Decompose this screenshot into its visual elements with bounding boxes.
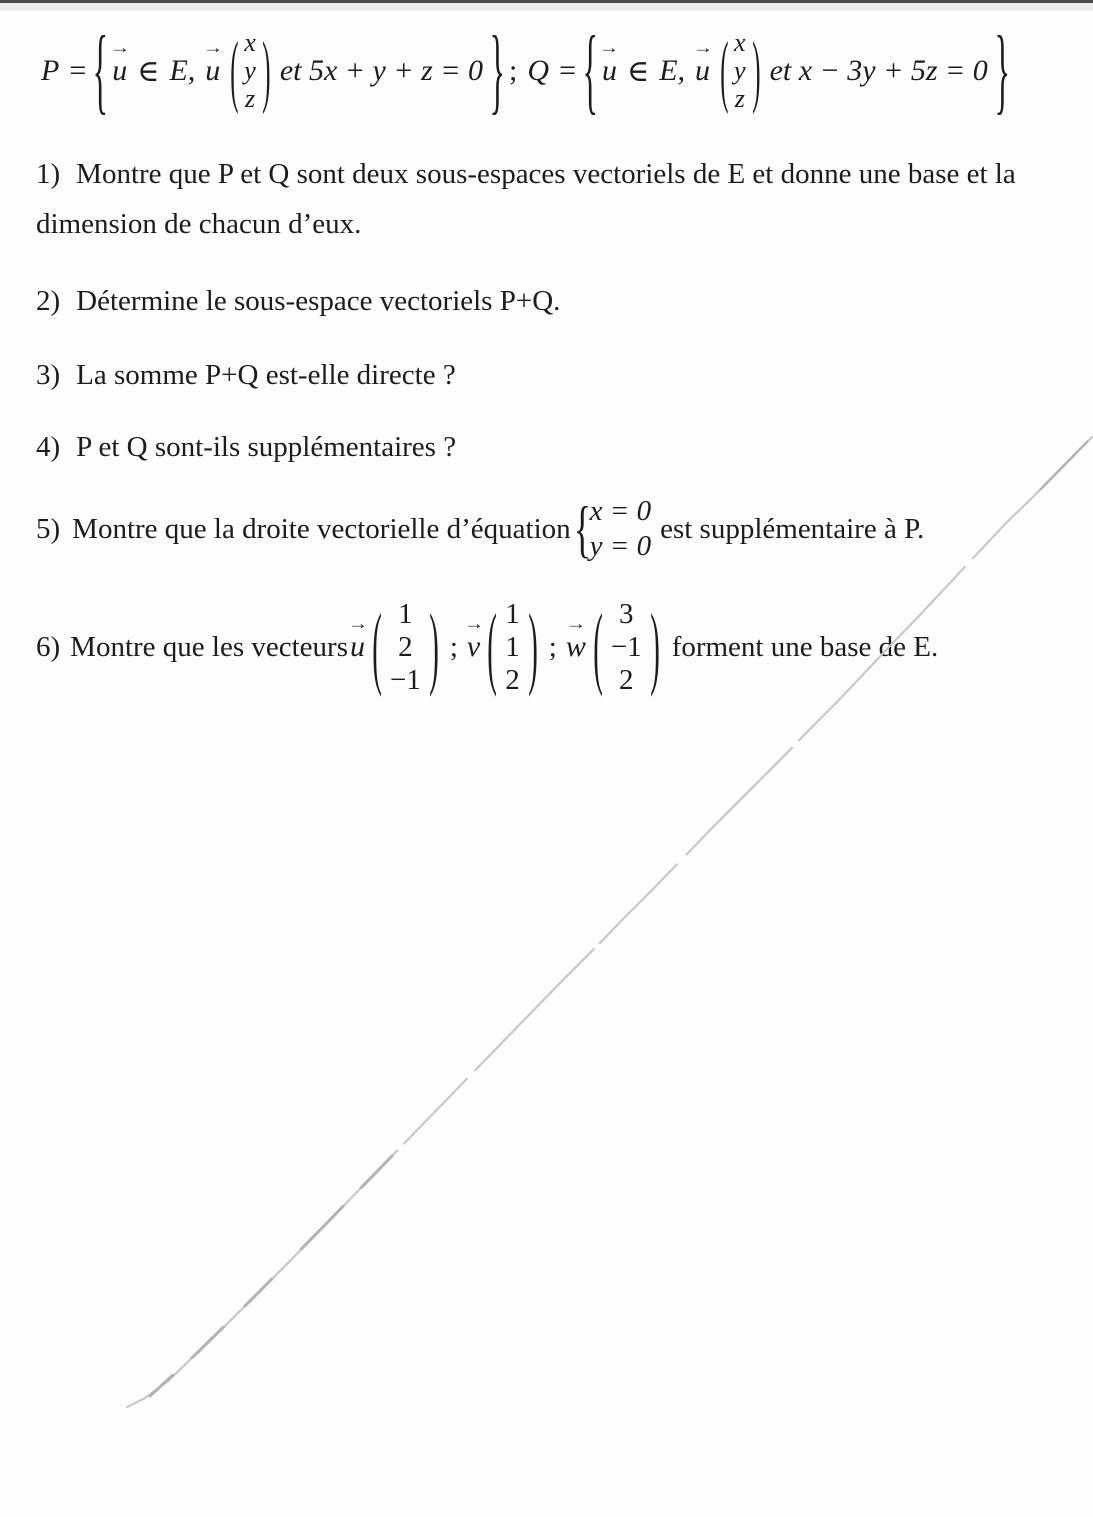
vector-u: → u [347,614,368,663]
question-2 [0,281,1093,321]
close-brace: } [489,15,506,124]
vector-u: → u [599,38,620,87]
component-y: y [734,56,746,85]
component: −1 [610,630,642,663]
open-brace: { [92,15,109,124]
question-number: 2) [36,285,61,317]
vector-u-group [347,594,441,698]
component: 2 [398,630,413,663]
question-text: P et Q sont-ils supplémentaires ? [76,431,457,463]
question-1-line-2: dimension de chacun d’eux. [36,208,362,240]
component: 1 [505,597,520,630]
vector-u: → u [109,38,130,87]
question-number: 3) [36,359,61,391]
close-paren: ) [751,25,761,115]
question-text-after: forment une base de E. [671,630,939,663]
question-text-before: Montre que la droite vectorielle d’équation [72,512,571,545]
open-paren: ( [487,594,498,698]
space-ref: E, [659,54,686,87]
question-text: La somme P+Q est-elle directe ? [76,359,456,391]
question-number: 1) [36,158,61,190]
vector-arrow-icon: → [202,38,223,57]
vector-arrow-icon: → [109,38,130,57]
in-symbol: ∈ [137,54,160,88]
close-brace: } [994,15,1010,124]
question-number: 6) [36,630,61,663]
condition-q: et x − 3y + 5z = 0 [769,54,988,87]
component-x: x [734,28,746,57]
condition-p: et 5x + y + z = 0 [279,54,484,87]
question-text: Montre que P et Q sont deux sous-espaces vectoriels de E et donne une base et la [76,158,1016,190]
in-symbol: ∈ [626,54,650,88]
component-y: y [244,56,256,85]
equals-sign: = [69,54,87,87]
vector-arrow-icon: → [565,614,587,633]
set-q-name: Q [527,54,550,87]
question-text: Détermine le sous-espace vectoriels P+Q. [76,285,561,317]
vector-u: → u [202,38,223,87]
component: −1 [390,663,421,696]
component: 2 [505,663,520,696]
close-paren: ) [262,25,271,115]
equation-system [573,494,651,564]
open-paren: ( [720,25,729,115]
question-number: 5) [36,512,61,545]
component-z: z [734,84,745,113]
vector-arrow-icon: → [463,614,484,633]
separator-semicolon: ; [509,54,518,87]
system-equation-2: y = 0 [589,530,652,562]
open-paren: ( [593,594,603,698]
system-brace: { [573,492,591,565]
component: 1 [505,630,520,663]
system-equation-1: x = 0 [589,495,652,527]
question-4 [0,427,1093,467]
close-paren: ) [649,594,660,698]
question-number: 4) [36,431,61,463]
question-6 [0,592,1093,702]
set-p-name: P [41,54,60,87]
close-paren: ) [429,594,439,698]
column-vector-xyz [228,25,272,115]
question-5 [0,491,1093,567]
separator-semicolon: ; [449,630,458,663]
space-ref: E, [169,54,196,87]
vector-w: → w [565,614,587,663]
question-1-line-1 [36,149,1093,199]
separator-semicolon: ; [548,630,557,663]
close-paren: ) [527,594,538,698]
set-definitions-formula [36,15,1079,127]
question-3 [0,355,1093,395]
column-vector-xyz [718,25,762,115]
open-paren: ( [230,25,239,115]
vector-arrow-icon: → [692,38,713,57]
vector-v: → v [463,614,484,663]
component: 3 [619,597,634,630]
open-brace: { [582,15,598,124]
question-text-before: Montre que les vecteurs [70,630,348,663]
vector-u: → u [692,38,713,87]
equals-sign: = [559,54,576,87]
question-1 [0,149,1093,249]
component: 1 [398,597,413,630]
vector-v-group [463,594,540,698]
scan-top-edge [0,0,1093,11]
vector-arrow-icon: → [599,38,620,57]
open-paren: ( [372,594,382,698]
vector-w-group [565,594,662,698]
vector-arrow-icon: → [347,614,368,633]
component: 2 [619,663,634,696]
question-text-after: est supplémentaire à P. [660,512,925,545]
component-x: x [244,28,256,57]
component-z: z [245,84,256,113]
